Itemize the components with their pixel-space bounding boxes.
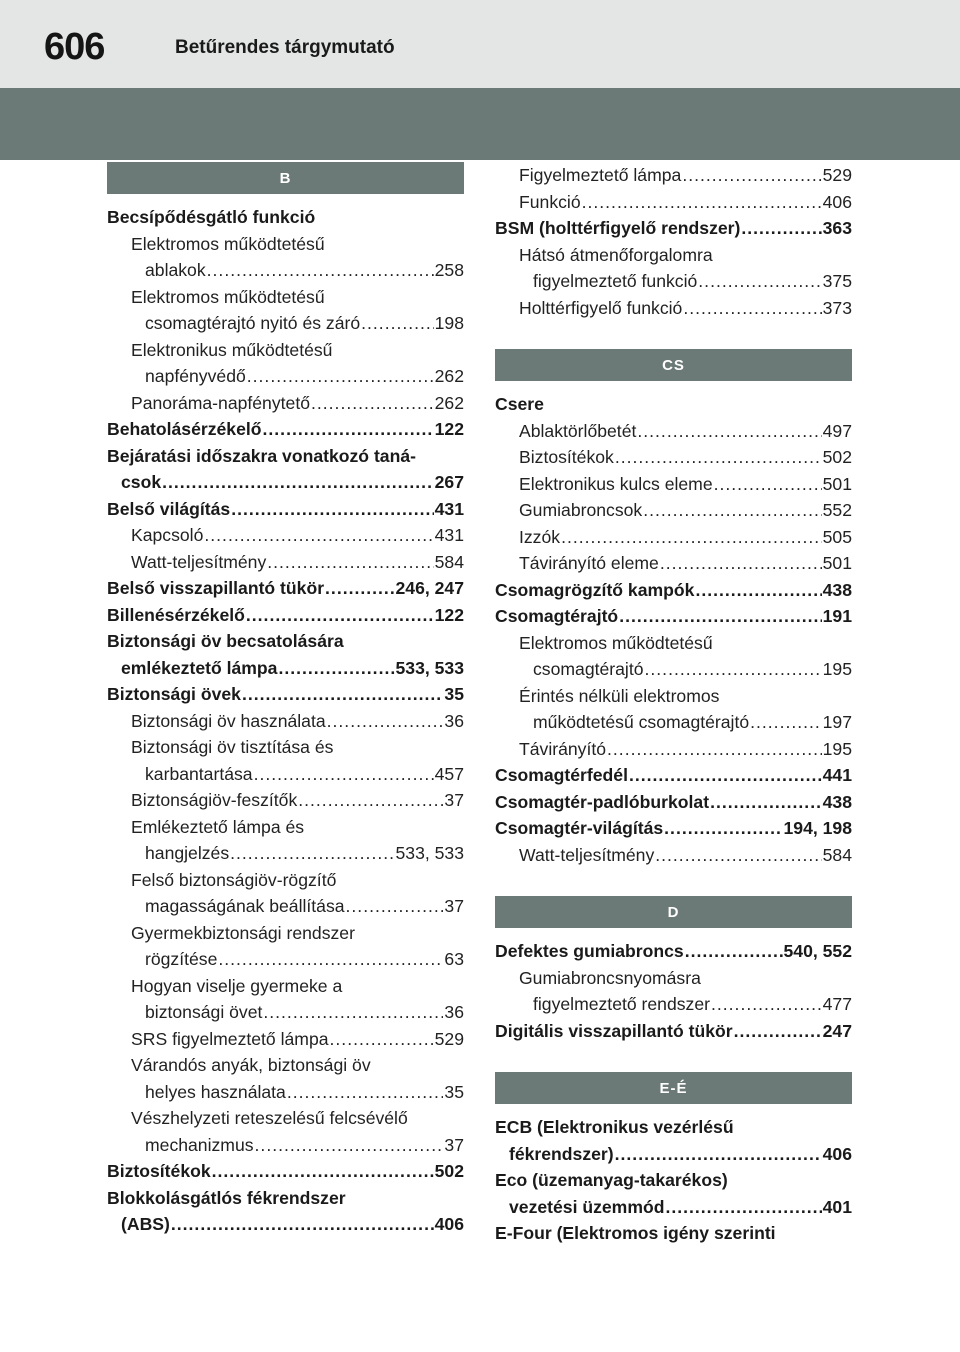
leader-dots [741, 215, 821, 242]
entry-text: Csomagtér-padlóburkolat [495, 791, 710, 812]
page-reference[interactable]: 36 [444, 1002, 464, 1022]
entry-text: ablakok [145, 260, 206, 280]
index-subentry[interactable] [495, 630, 852, 683]
page-reference[interactable]: 477 [822, 994, 852, 1014]
leader-dots [714, 471, 822, 498]
entry-text: Behatolásérzékelő [107, 419, 262, 439]
leader-dots [655, 842, 821, 869]
leader-dots [619, 603, 821, 630]
entry-text: Csomagtérajtó [495, 606, 619, 626]
entry-text: Hogyan viselje gyermeke a [131, 975, 343, 996]
entry-text: Várandós anyák, biztonsági öv [131, 1055, 371, 1075]
entry-text: Funkció [519, 191, 581, 212]
index-entry[interactable] [107, 1158, 464, 1185]
index-subentry[interactable] [107, 1052, 464, 1105]
page-reference[interactable]: 247 [822, 1020, 852, 1041]
index-subentry[interactable] [495, 418, 852, 445]
page-reference[interactable]: 505 [822, 526, 852, 547]
leader-dots [267, 549, 433, 576]
leader-dots [734, 1018, 822, 1045]
page-reference[interactable]: 195 [822, 659, 852, 679]
index-subentry[interactable] [107, 284, 464, 337]
entry-text: működtetésű csomagtérajtó [533, 712, 750, 732]
leader-dots [171, 1211, 434, 1238]
leader-dots [325, 575, 394, 602]
entry-text: Elektronikus kulcs eleme [519, 473, 713, 494]
page-reference[interactable]: 191 [822, 606, 852, 626]
page-reference[interactable]: 438 [822, 791, 852, 812]
index-subentry[interactable] [495, 736, 852, 763]
leader-dots [664, 815, 782, 842]
section-letter-header: B [107, 162, 464, 194]
entry-text: (ABS) [121, 1214, 170, 1234]
leader-dots [750, 709, 822, 736]
index-subentry[interactable] [495, 444, 852, 471]
page-reference[interactable]: 529 [434, 1028, 464, 1049]
entry-text: ECB (Elektronikus vezérlésű [495, 1117, 734, 1137]
index-entry[interactable] [495, 762, 852, 789]
entry-text: figyelmeztető rendszer [533, 994, 710, 1014]
page-reference[interactable]: 406 [822, 191, 852, 212]
page-reference[interactable]: 198 [434, 313, 464, 333]
entry-text: vezetési üzemmód [509, 1196, 665, 1217]
index-subentry[interactable] [107, 231, 464, 284]
page-reference[interactable]: 501 [822, 473, 852, 494]
leader-dots [204, 522, 433, 549]
section-gap [495, 1044, 852, 1056]
entry-text: Holttérfigyelő funkció [519, 297, 683, 318]
index-subentry[interactable] [107, 867, 464, 920]
entry-text: Watt-teljesítmény [519, 844, 655, 865]
entry-text: Panoráma-napfénytető [131, 392, 310, 413]
index-subentry[interactable] [107, 814, 464, 867]
page-reference[interactable]: 37 [444, 1134, 464, 1155]
leader-dots [660, 550, 822, 577]
index-entry[interactable] [107, 443, 464, 496]
index-entry[interactable] [495, 215, 852, 242]
index-entry[interactable] [495, 789, 852, 816]
page-reference[interactable]: 35 [444, 1081, 464, 1102]
entry-text: Gyermekbiztonsági rendszer [131, 922, 355, 943]
entry-text: magasságának beállítása [145, 896, 345, 916]
index-entry[interactable] [495, 1220, 852, 1247]
page-reference[interactable]: 122 [434, 419, 464, 439]
page-reference[interactable]: 457 [434, 763, 464, 784]
page-reference[interactable]: 63 [444, 949, 464, 969]
page-title: Betűrendes tárgymutató [175, 37, 395, 58]
leader-dots [607, 736, 822, 763]
entry-text: figyelmeztető funkció [533, 271, 698, 291]
entry-text: Watt-teljesítmény [131, 551, 267, 572]
page-reference[interactable]: 406 [434, 1214, 464, 1234]
index-subentry[interactable] [495, 162, 852, 189]
index-entry[interactable] [495, 603, 852, 630]
leader-dots [254, 761, 434, 788]
entry-text: emlékeztető lámpa [121, 657, 278, 678]
entry-text: Csomagtér-világítás [495, 818, 664, 838]
page-reference[interactable]: 194, 198 [783, 818, 852, 838]
leader-dots [263, 999, 443, 1026]
page-reference[interactable]: 375 [822, 271, 852, 291]
entry-text: helyes használata [145, 1081, 286, 1102]
leader-dots [665, 1194, 821, 1221]
page-reference[interactable]: 267 [434, 472, 464, 492]
entry-text: Vészhelyzeti reteszelésű felcsévélő [131, 1108, 408, 1128]
entry-text: SRS figyelmeztető lámpa [131, 1028, 329, 1049]
leader-dots [278, 655, 394, 682]
leader-dots [218, 946, 443, 973]
entry-text: Belső visszapillantó tükör [107, 578, 325, 598]
header-dark-band [0, 88, 960, 160]
leader-dots [311, 390, 434, 417]
leader-dots [287, 1079, 444, 1106]
entry-text: Hátsó átmenőforgalomra [519, 244, 713, 265]
leader-dots [346, 893, 444, 920]
entry-text: Elektronikus működtetésű [131, 339, 333, 360]
index-subentry[interactable] [495, 550, 852, 577]
page-reference[interactable]: 441 [822, 765, 852, 785]
entry-text: Becsípődésgátló funkció [107, 207, 316, 227]
entry-text: rögzítése [145, 949, 218, 969]
page-reference[interactable]: 401 [822, 1196, 852, 1217]
entry-text: Figyelmeztető lámpa [519, 165, 682, 185]
leader-dots [582, 189, 822, 216]
leader-dots [682, 162, 821, 189]
index-entry[interactable] [495, 391, 852, 418]
index-entry[interactable] [107, 602, 464, 629]
page-reference[interactable]: 122 [434, 604, 464, 625]
page-reference[interactable]: 262 [434, 392, 464, 413]
index-subentry[interactable] [107, 708, 464, 735]
entry-text: csomagtérajtó nyitó és záró [145, 313, 361, 333]
entry-text: BSM (holttérfigyelő rendszer) [495, 218, 741, 238]
section-gap [495, 868, 852, 880]
entry-text: karbantartása [145, 763, 253, 784]
index-subentry[interactable] [107, 1026, 464, 1053]
index-subentry[interactable] [495, 842, 852, 869]
entry-text: Csere [495, 394, 544, 414]
index-subentry[interactable] [495, 189, 852, 216]
page-reference[interactable]: 497 [822, 420, 852, 441]
index-subentry[interactable] [107, 734, 464, 787]
entry-text: Biztonsági öv becsatolására [107, 631, 344, 651]
entry-text: Digitális visszapillantó tükör [495, 1020, 733, 1041]
index-subentry[interactable] [495, 295, 852, 322]
page-reference[interactable]: 373 [822, 297, 852, 318]
index-column-right [495, 162, 852, 1247]
page-reference[interactable]: 431 [434, 498, 464, 519]
leader-dots [212, 1158, 434, 1185]
index-entry[interactable] [107, 416, 464, 443]
leader-dots [207, 257, 434, 284]
index-entry[interactable] [107, 575, 464, 602]
index-entry[interactable] [107, 1185, 464, 1238]
index-subentry[interactable] [107, 390, 464, 417]
index-entry[interactable] [495, 1018, 852, 1045]
leader-dots [683, 295, 821, 322]
leader-dots [615, 444, 822, 471]
page-reference[interactable]: 540, 552 [783, 941, 852, 961]
leader-dots [327, 708, 444, 735]
leader-dots [230, 840, 394, 867]
index-subentry[interactable] [495, 683, 852, 736]
page-reference[interactable]: 533, 533 [395, 657, 464, 678]
index-entry[interactable] [495, 1114, 852, 1167]
index-subentry[interactable] [495, 524, 852, 551]
page-reference[interactable]: 36 [444, 710, 464, 731]
section-letter-header: E-É [495, 1072, 852, 1104]
entry-text: Biztonságiöv-feszítők [131, 790, 298, 810]
section-gap [495, 321, 852, 333]
entry-text: Elektromos működtetésű [131, 286, 325, 307]
entry-text: csok [121, 472, 162, 492]
index-subentry[interactable] [495, 965, 852, 1018]
page-reference[interactable]: 37 [444, 790, 464, 810]
index-entry[interactable] [495, 815, 852, 842]
section-letter-header: CS [495, 349, 852, 381]
page-reference[interactable]: 406 [822, 1143, 852, 1164]
page-reference[interactable]: 431 [434, 525, 464, 545]
page-reference[interactable]: 262 [434, 366, 464, 386]
page-reference[interactable]: 37 [444, 896, 464, 916]
index-subentry[interactable] [107, 787, 464, 814]
entry-text: E-Four (Elektromos igény szerinti [495, 1223, 776, 1243]
leader-dots [263, 416, 434, 443]
index-subentry[interactable] [495, 497, 852, 524]
entry-text: Biztosítékok [107, 1161, 211, 1181]
leader-dots [242, 681, 443, 708]
index-entry[interactable] [495, 938, 852, 965]
leader-dots [685, 938, 783, 965]
page-reference[interactable]: 533, 533 [395, 843, 464, 863]
page-reference[interactable]: 258 [434, 260, 464, 280]
leader-dots [711, 991, 822, 1018]
leader-dots [298, 787, 443, 814]
leader-dots [643, 497, 821, 524]
index-subentry[interactable] [107, 1105, 464, 1158]
index-subentry[interactable] [107, 549, 464, 576]
entry-text: Bejáratási időszakra vonatkozó taná- [107, 445, 416, 466]
index-entry[interactable] [495, 1167, 852, 1220]
leader-dots [698, 268, 821, 295]
leader-dots [561, 524, 822, 551]
leader-dots [247, 363, 434, 390]
leader-dots [330, 1026, 434, 1053]
entry-text: Belső világítás [107, 498, 231, 519]
entry-text: Emlékeztető lámpa és [131, 816, 305, 837]
index-subentry[interactable] [107, 973, 464, 1026]
entry-text: Elektromos működtetésű [519, 632, 713, 653]
entry-text: Biztonsági öv használata [131, 710, 326, 731]
page-reference[interactable]: 502 [822, 447, 852, 467]
index-subentry[interactable] [107, 337, 464, 390]
index-entry[interactable] [107, 628, 464, 681]
entry-text: Biztonsági öv tisztítása és [131, 737, 334, 757]
index-column-left [107, 162, 464, 1238]
entry-text: Csomagtérfedél [495, 765, 628, 785]
entry-text: Távirányító [519, 738, 607, 759]
page-reference[interactable]: 584 [434, 551, 464, 572]
entry-text: Billenésérzékelő [107, 604, 245, 625]
page-reference[interactable]: 502 [434, 1161, 464, 1181]
entry-text: Távirányító eleme [519, 553, 659, 573]
leader-dots [255, 1132, 444, 1159]
index-entry[interactable] [107, 204, 464, 231]
page-reference[interactable]: 501 [822, 553, 852, 573]
entry-text: Defektes gumiabroncs [495, 941, 684, 961]
index-entry[interactable] [107, 496, 464, 523]
leader-dots [246, 602, 434, 629]
page-reference[interactable]: 552 [822, 500, 852, 520]
entry-text: biztonsági övet [145, 1002, 263, 1022]
index-entry[interactable] [495, 577, 852, 604]
leader-dots [162, 469, 434, 496]
entry-text: Csomagrögzítő kampók [495, 579, 695, 600]
entry-text: Felső biztonságiöv-rögzítő [131, 869, 337, 890]
leader-dots [615, 1141, 822, 1168]
leader-dots [629, 762, 822, 789]
entry-text: fékrendszer) [509, 1143, 614, 1164]
index-entry[interactable] [107, 681, 464, 708]
entry-text: mechanizmus [145, 1134, 254, 1155]
section-letter-header: D [495, 896, 852, 928]
index-subentry[interactable] [107, 920, 464, 973]
leader-dots [710, 789, 822, 816]
entry-text: Érintés nélküli elektromos [519, 685, 720, 706]
leader-dots [361, 310, 434, 337]
entry-text: Biztosítékok [519, 447, 614, 467]
index-subentry[interactable] [495, 242, 852, 295]
entry-text: Biztonsági övek [107, 684, 241, 704]
page-reference[interactable]: 195 [822, 738, 852, 759]
leader-dots [695, 577, 821, 604]
entry-text: Elektromos működtetésű [131, 233, 325, 254]
page-number: 606 [44, 26, 105, 68]
entry-text: Eco (üzemanyag-takarékos) [495, 1170, 728, 1190]
entry-text: Ablaktörlőbetét [519, 420, 637, 441]
entry-text: napfényvédő [145, 366, 246, 386]
entry-text: Gumiabroncsok [519, 500, 643, 520]
leader-dots [231, 496, 433, 523]
page-reference[interactable]: 363 [822, 218, 852, 238]
entry-text: Kapcsoló [131, 525, 204, 545]
page-reference[interactable]: 246, 247 [395, 578, 464, 598]
page-reference[interactable]: 529 [822, 165, 852, 185]
entry-text: Blokkolásgátlós fékrendszer [107, 1187, 346, 1208]
entry-text: hangjelzés [145, 843, 230, 863]
page-reference[interactable]: 35 [444, 684, 464, 704]
entry-text: Izzók [519, 526, 561, 547]
page-reference[interactable]: 584 [822, 844, 852, 865]
leader-dots [637, 418, 821, 445]
index-subentry[interactable] [495, 471, 852, 498]
leader-dots [645, 656, 822, 683]
index-subentry[interactable] [107, 522, 464, 549]
entry-text: Gumiabroncsnyomásra [519, 967, 701, 988]
entry-text: csomagtérajtó [533, 659, 644, 679]
page-reference[interactable]: 438 [822, 579, 852, 600]
page-reference[interactable]: 197 [822, 712, 852, 732]
